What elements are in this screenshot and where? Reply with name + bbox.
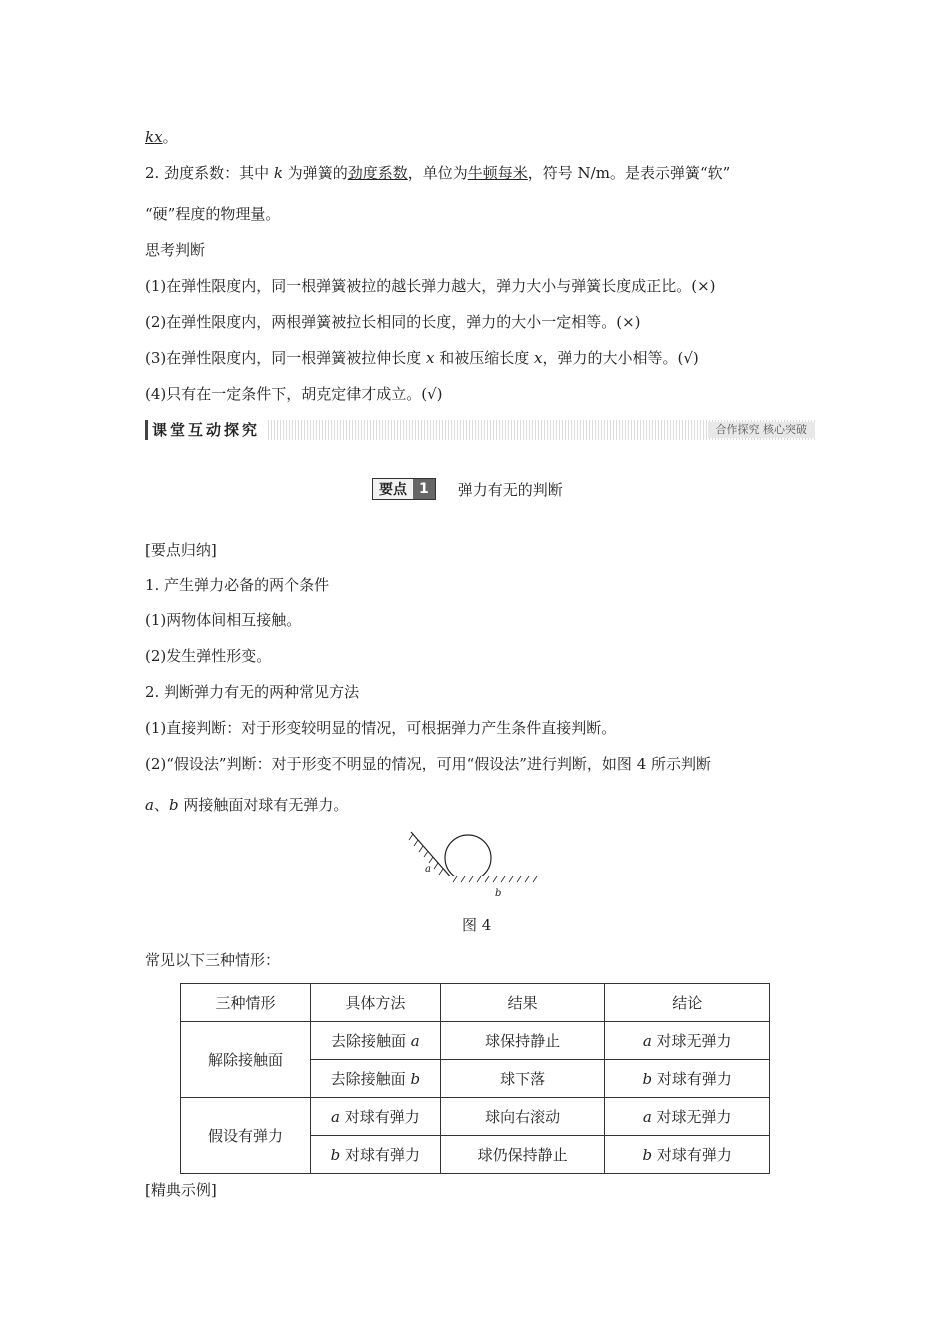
group-cell-remove-surface: 解除接触面 [181,1022,311,1098]
section-banner [145,420,815,440]
keypoint-badge [372,478,436,500]
var: a [642,1108,652,1126]
var-a: a [145,796,154,814]
term-unit: 牛顿每米 [467,164,528,182]
group-cell-assume-force: 假设有弹力 [181,1098,311,1174]
stiffness-definition-line1 [145,163,730,183]
text-seg: 对球有弹力 [652,1146,732,1164]
result-cell: 球保持静止 [440,1022,605,1060]
point-2-3 [145,795,348,815]
label-a: a [425,864,431,875]
var: b [642,1146,653,1164]
result-cell: 球下落 [440,1060,605,1098]
text-seg: 为弹簧的 [282,164,348,182]
judge-item-4: (4)只有在一定条件下，胡克定律才成立。(√) [145,385,443,403]
ground-hatching-layer [405,828,545,884]
text-seg: 对球有弹力 [652,1070,732,1088]
result-cell: 球向右滚动 [440,1098,605,1136]
point-1-2: (2)发生弹性形变。 [145,647,272,665]
formula-continuation [145,127,178,147]
banner-subtitle: 合作探究 核心突破 [708,422,816,438]
point-2-2: (2)“假设法”判断：对于形变不明显的情况，可用“假设法”进行判断，如图 4 所示判断 [145,755,712,773]
summary-title: [要点归纳] [145,541,217,559]
think-judge-title: 思考判断 [145,241,206,259]
result-cell: 球仍保持静止 [440,1136,605,1174]
table-header-cell: 结果 [440,984,605,1022]
var: b [410,1070,421,1088]
conclusion-cell [605,1022,770,1060]
cases-table [180,983,770,1174]
text-seg: 两接触面对球有无弹力。 [178,796,349,814]
point-2: 2. 判断弹力有无的两种常见方法 [145,683,360,701]
text-seg: (3)在弹性限度内，同一根弹簧被拉伸长度 [145,349,427,367]
term-stiffness: 劲度系数 [347,164,408,182]
text-seg: 对球无弹力 [651,1032,732,1050]
stiffness-definition-line2: “硬”程度的物理量。 [145,205,281,223]
table-header-cell: 结论 [605,984,770,1022]
judge-item-3 [145,348,699,368]
method-cell [310,1098,440,1136]
var: b [330,1146,341,1164]
table-header-row [181,984,770,1022]
var: a [642,1032,652,1050]
var-k: k [273,164,283,182]
text-seg: 和被压缩长度 [434,349,535,367]
judge-item-2: (2)在弹性限度内，两根弹簧被拉长相同的长度，弹力的大小一定相等。(×) [145,313,641,331]
point-2-1: (1)直接判断：对于形变较明显的情况，可根据弹力产生条件直接判断。 [145,719,617,737]
text-seg: ，弹力的大小相等。(√) [542,349,699,367]
keypoint-title: 弹力有无的判断 [457,480,563,499]
text-seg: ，单位为 [407,164,468,182]
ground-hatching [453,876,537,882]
var: a [330,1108,340,1126]
text-seg: 对球有弹力 [339,1108,420,1126]
example-title: [精典示例] [145,1181,217,1199]
method-cell [310,1060,440,1098]
text-seg: 对球有弹力 [340,1146,421,1164]
point-1-1: (1)两物体间相互接触。 [145,611,302,629]
keypoint-number: 1 [413,479,435,499]
table-header-cell: 三种情形 [181,984,311,1022]
formula-kx: kx [145,128,163,146]
conclusion-cell [605,1136,770,1174]
keypoint-heading [372,478,563,500]
var-x: x [426,349,435,367]
table-row [181,1098,770,1136]
judge-item-1: (1)在弹性限度内，同一根弹簧被拉的越长弹力越大，弹力大小与弹簧长度成正比。(×) [145,277,716,295]
banner-title: 课堂互动探究 [145,420,266,440]
text-seg: 去除接触面 [330,1032,411,1050]
text-seg: 、 [153,796,169,814]
var-b: b [168,796,179,814]
conclusion-cell [605,1098,770,1136]
var: a [410,1032,420,1050]
point-1: 1. 产生弹力必备的两个条件 [145,576,330,594]
figure-4 [405,828,545,899]
conclusion-cell [605,1060,770,1098]
table-row [181,1022,770,1060]
cases-intro: 常见以下三种情形： [145,951,281,969]
keypoint-label: 要点 [379,482,407,498]
figure-caption: 图 4 [462,916,492,934]
var-x: x [534,349,543,367]
var: b [642,1070,653,1088]
table-header-cell: 具体方法 [310,984,440,1022]
formula-period: 。 [162,128,178,146]
label-b: b [495,888,502,899]
method-cell [310,1136,440,1174]
text-seg: 2. 劲度系数：其中 [145,164,274,182]
text-seg: ，符号 N/m。是表示弹簧“软” [527,164,731,182]
text-seg: 去除接触面 [330,1070,411,1088]
text-seg: 对球无弹力 [651,1108,732,1126]
method-cell [310,1022,440,1060]
